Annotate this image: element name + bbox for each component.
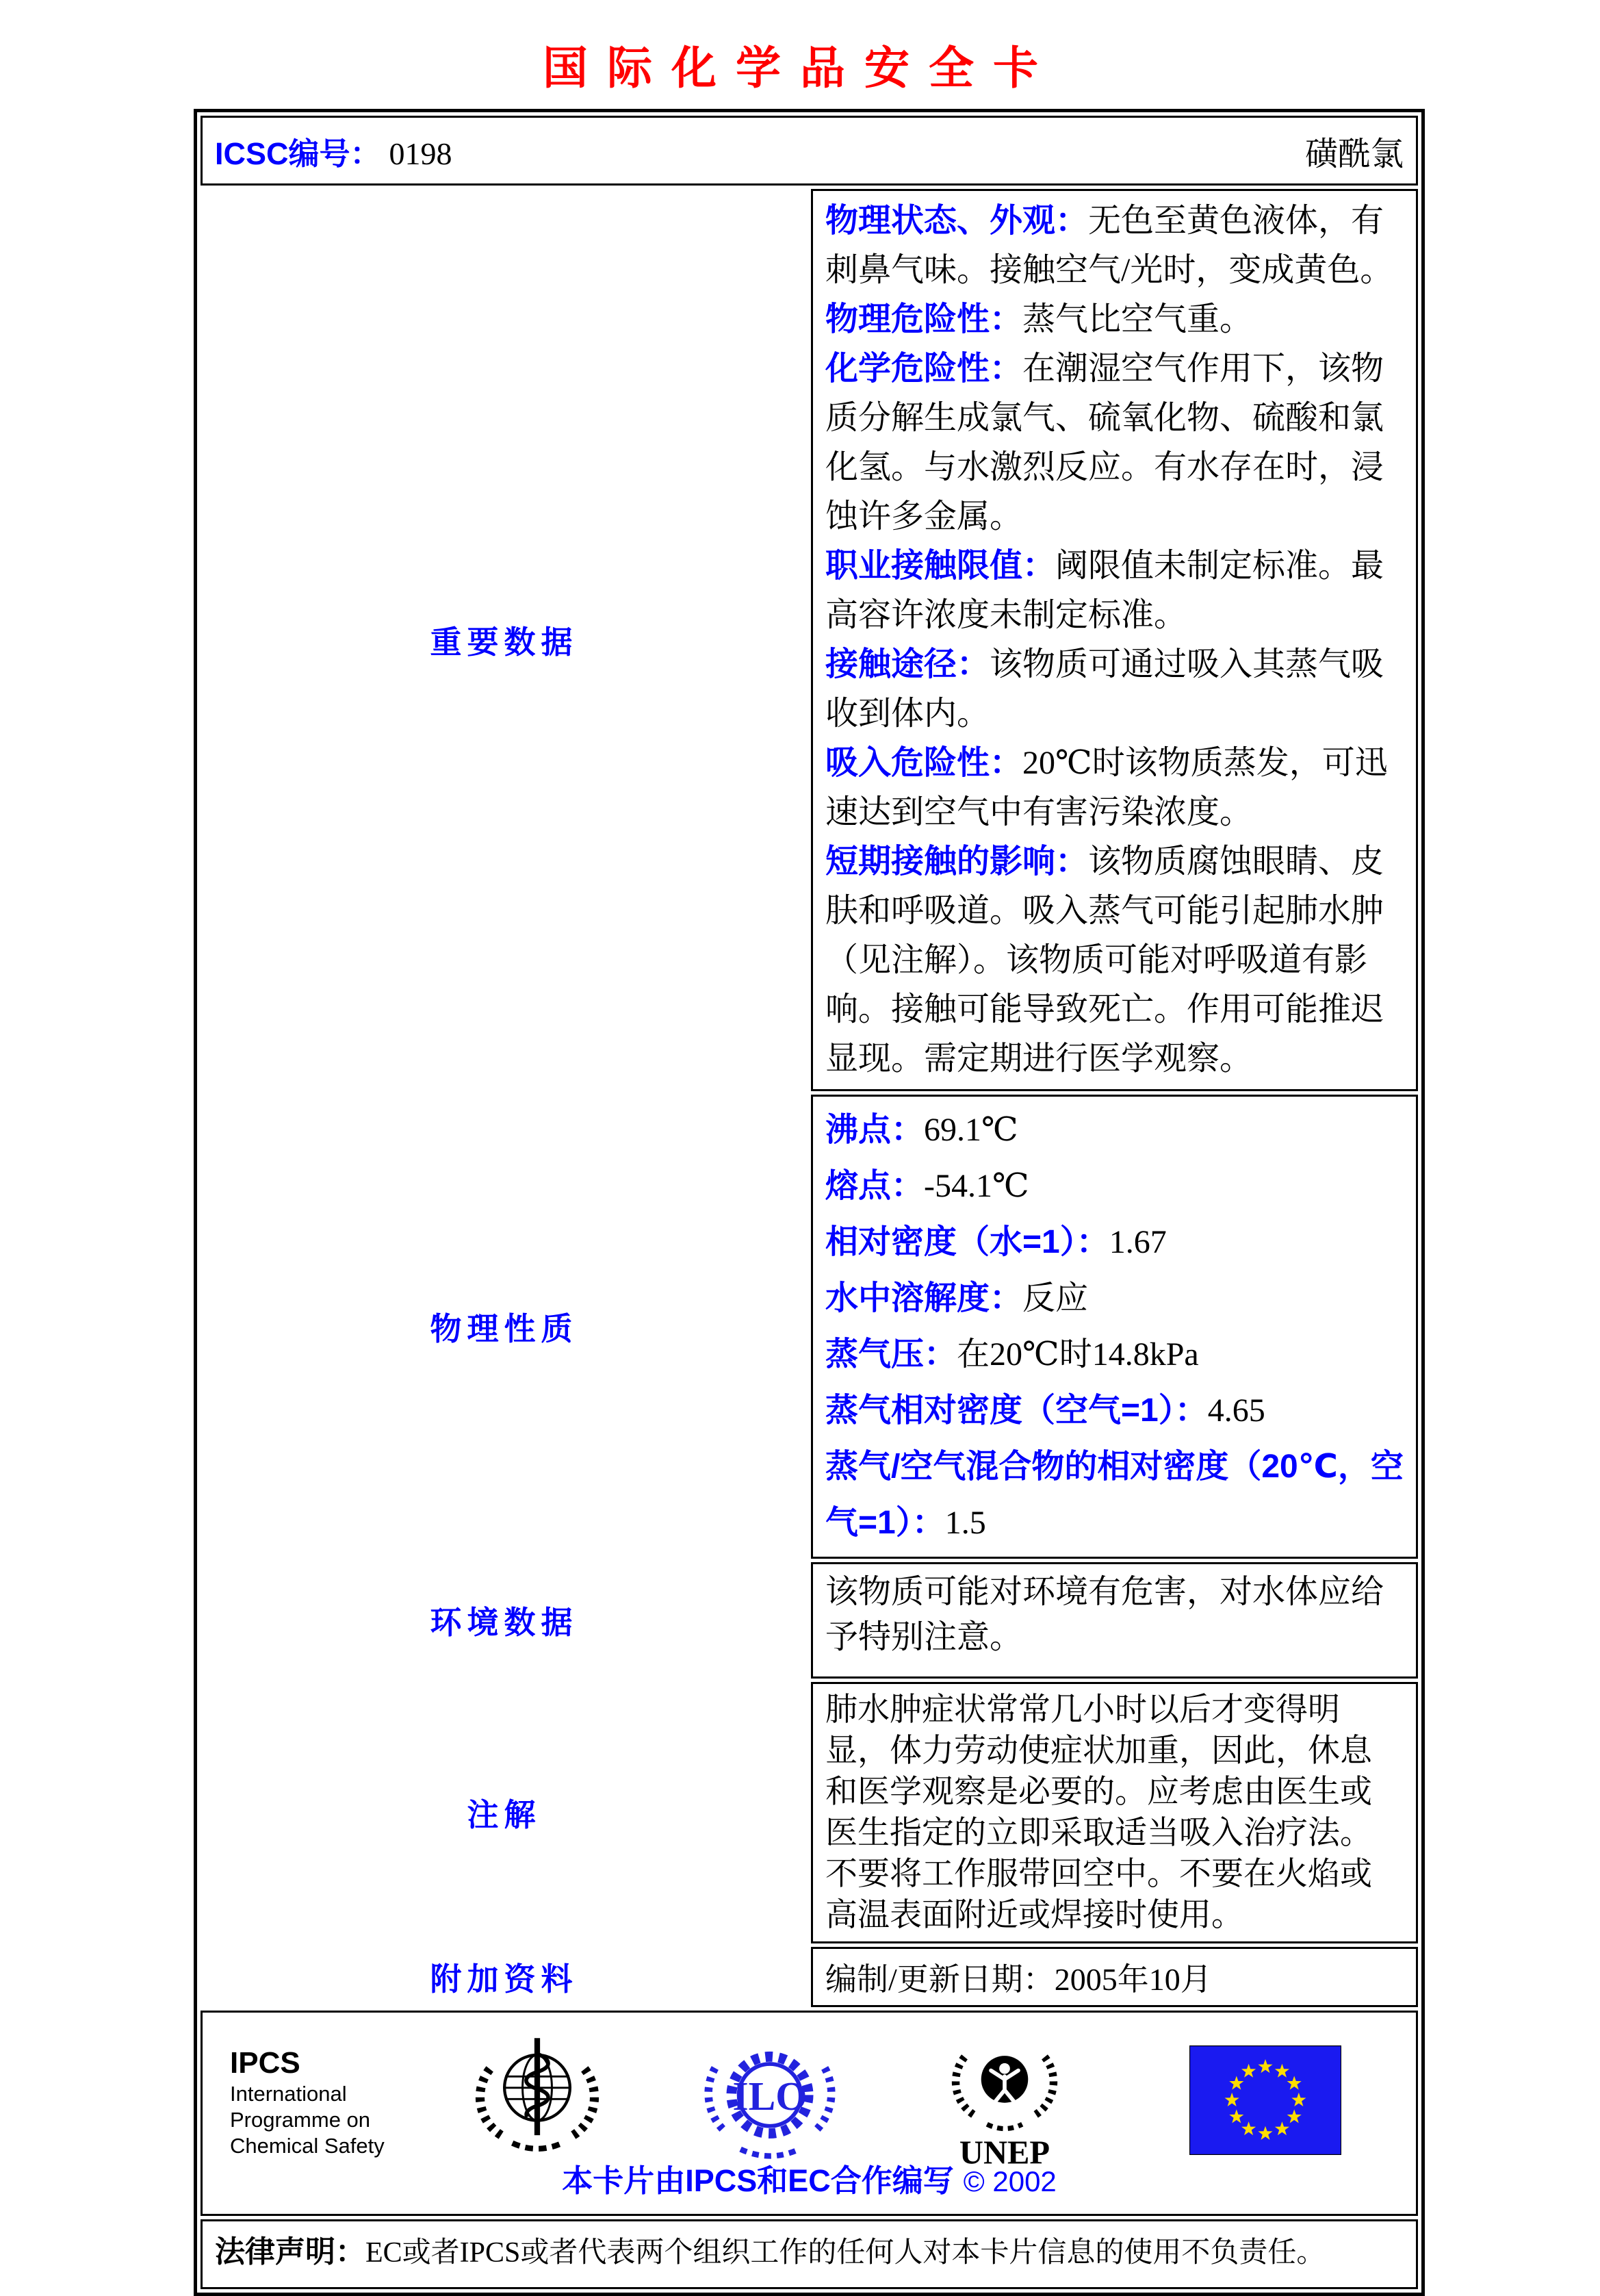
who-logo-icon	[469, 2029, 605, 2165]
legal-notice-text: EC或者IPCS或者代表两个组织工作的任何人对本卡片信息的使用不负责任。	[365, 2237, 1326, 2269]
important-item: 化学危险性：在潮湿空气作用下，该物质分解生成氯气、硫氧化物、硫酸和氯化氢。与水激烈反应。有水存在时，浸蚀许多金属。	[825, 350, 1384, 535]
eu-flag-icon	[1189, 2045, 1341, 2155]
credit-line	[215, 2156, 1404, 2200]
physical-item: 蒸气相对密度（空气=1）：4.65	[825, 1392, 1265, 1429]
ipcs-subtitle-line2: Programme on	[230, 2108, 371, 2132]
legal-cell	[201, 2219, 1418, 2289]
icsc-card-table	[194, 109, 1425, 2296]
ipcs-text-block	[230, 2045, 385, 2159]
update-date-value: 2005年10月	[1054, 1962, 1212, 1997]
environment-data-row	[201, 1562, 1418, 1679]
environment-text: 该物质可能对环境有危害，对水体应给予特别注意。	[825, 1574, 1384, 1655]
environment-data-content	[811, 1562, 1418, 1679]
physical-item: 熔点：-54.1℃	[825, 1168, 1029, 1204]
ipcs-subtitle-line3: Chemical Safety	[230, 2134, 385, 2158]
physical-properties-content	[811, 1095, 1418, 1559]
additional-info-content	[811, 1947, 1418, 2007]
section-label-additional: 附加资料	[430, 1961, 578, 1997]
copyright-text: © 2002	[963, 2165, 1057, 2197]
svg-text:UNEP: UNEP	[959, 2134, 1050, 2171]
section-label-important: 重要数据	[430, 624, 578, 660]
icsc-number-label: ICSC编号：	[215, 136, 381, 171]
legal-notice-label: 法律声明：	[215, 2235, 365, 2269]
important-item: 物理危险性：蒸气比空气重。	[825, 301, 1253, 337]
important-data-row	[201, 189, 1418, 1091]
update-date-label: 编制/更新日期：	[825, 1962, 1055, 1997]
important-item: 物理状态、外观：无色至黄色液体，有刺鼻气味。接触空气/光时，变成黄色。	[825, 203, 1393, 288]
credit-text: 本卡片由IPCS和EC合作编写	[562, 2163, 954, 2198]
section-label-environment: 环境数据	[430, 1605, 578, 1640]
physical-item: 蒸气压：在20℃时14.8kPa	[825, 1336, 1199, 1373]
logos-row	[201, 2011, 1418, 2216]
important-item: 吸入危险性：20℃时该物质蒸发，可迅速达到空气中有害污染浓度。	[825, 745, 1388, 830]
notes-row	[201, 1682, 1418, 1943]
important-item: 职业接触限值：阈限值未制定标准。最高容许浓度未制定标准。	[825, 548, 1384, 633]
important-item: 接触途径：该物质可通过吸入其蒸气吸收到体内。	[825, 646, 1384, 732]
notes-text: 肺水肿症状常常几小时以后才变得明显，体力劳动使症状加重，因此，休息和医学观察是必要的。应考虑由医生或医生指定的立即采取适当吸入治疗法。不要将工作服带回空中。不要在火焰或高温表面附近或焊接时使用。	[825, 1692, 1372, 1933]
notes-content	[811, 1682, 1418, 1943]
page-title: 国际化学品安全卡	[543, 44, 1057, 94]
physical-item: 蒸气/空气混合物的相对密度（20℃，空气=1）：1.5	[825, 1449, 1404, 1541]
logos-cell	[201, 2011, 1418, 2216]
physical-item: 水中溶解度：反应	[825, 1280, 1089, 1316]
important-data-content	[811, 189, 1418, 1091]
section-label-notes: 注解	[467, 1797, 541, 1833]
icsc-number-group	[215, 129, 452, 173]
additional-info-row	[201, 1947, 1418, 2007]
physical-properties-row	[201, 1095, 1418, 1559]
important-item: 短期接触的影响：该物质腐蚀眼睛、皮肤和呼吸道。吸入蒸气可能引起肺水肿（见注解）。该物质可能对呼吸道有影响。接触可能导致死亡。作用可能推迟显现。需定期进行医学观察。	[825, 843, 1384, 1077]
svg-text:ILO: ILO	[732, 2073, 808, 2119]
physical-item: 沸点：69.1℃	[825, 1112, 1018, 1148]
chemical-name: 磺酰氯	[1304, 136, 1404, 173]
icsc-number-value: 0198	[389, 136, 452, 171]
legal-row	[201, 2219, 1418, 2289]
ipcs-title: IPCS	[230, 2046, 300, 2080]
section-label-physical: 物理性质	[430, 1311, 578, 1347]
ilo-logo-icon	[702, 2032, 838, 2167]
icsc-document-page	[0, 31, 1600, 2269]
header-cell	[201, 116, 1418, 186]
ipcs-subtitle-line1: International	[230, 2082, 347, 2106]
header-row	[201, 116, 1418, 186]
physical-item: 相对密度（水=1）：1.67	[825, 1224, 1167, 1260]
